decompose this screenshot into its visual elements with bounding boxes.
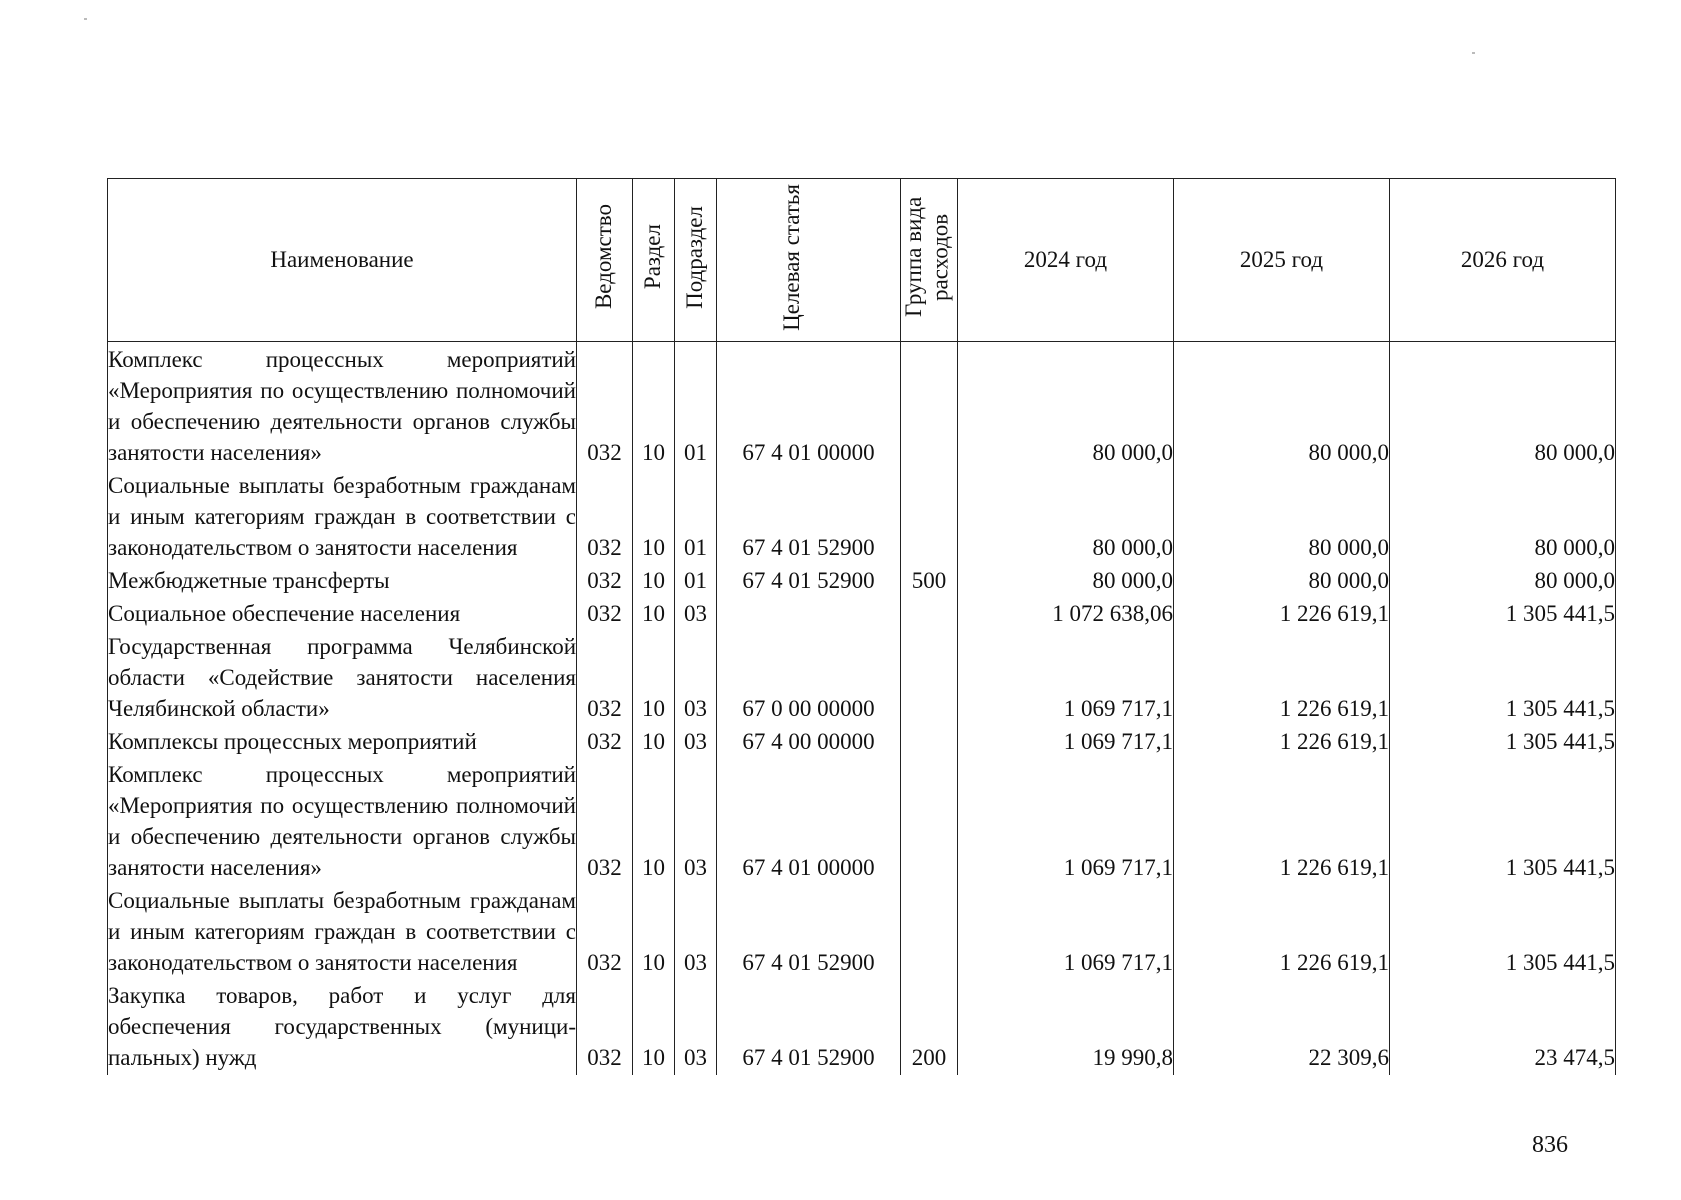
col-header-section (633, 179, 675, 342)
row-subsection: 01 (675, 342, 717, 471)
col-header-expense-group-label: Группа вида расходов (901, 196, 953, 318)
col-header-2024: 2024 год (958, 179, 1174, 342)
row-dept: 032 (577, 342, 633, 471)
row-group (901, 885, 958, 980)
col-header-target-article-label: Целевая статья (778, 183, 804, 331)
col-header-dept-label: Ведомство (591, 204, 617, 310)
row-subsection: 03 (675, 631, 717, 726)
row-2025: 22 309,6 (1174, 980, 1390, 1075)
row-2026: 80 000,0 (1390, 470, 1616, 565)
scan-speck (84, 18, 87, 20)
row-section: 10 (633, 631, 675, 726)
row-name: Межбюджетные трансферты (108, 565, 577, 598)
row-name: Социальное обеспечение населения (108, 598, 577, 631)
row-2024: 1 069 717,1 (958, 631, 1174, 726)
row-name: Комплекс процессных мероприятий «Мероприятия по осуществлению полномочий и обеспечению деятельности органов службы занятости населения» (108, 342, 577, 471)
row-2026: 1 305 441,5 (1390, 885, 1616, 980)
row-group (901, 598, 958, 631)
table-row (108, 759, 1616, 885)
row-target: 67 4 01 52900 (717, 885, 901, 980)
budget-table (107, 178, 1616, 1075)
col-header-dept (577, 179, 633, 342)
table-header-row (108, 179, 1616, 342)
row-subsection: 03 (675, 885, 717, 980)
row-target: 67 4 00 00000 (717, 726, 901, 759)
row-target: 67 4 01 52900 (717, 565, 901, 598)
row-name: Социальные выплаты безработным гражданам и иным категориям граждан в соответствии с законодательством о занятости населения (108, 470, 577, 565)
col-header-2026: 2026 год (1390, 179, 1616, 342)
row-2026: 23 474,5 (1390, 980, 1616, 1075)
row-2025: 80 000,0 (1174, 565, 1390, 598)
row-dept: 032 (577, 885, 633, 980)
row-group (901, 726, 958, 759)
row-section: 10 (633, 885, 675, 980)
col-header-subsection-label: Подраздел (682, 205, 708, 309)
row-section: 10 (633, 342, 675, 471)
table-row (108, 598, 1616, 631)
row-name: Комплексы процессных мероприятий (108, 726, 577, 759)
page-number: 836 (1532, 1132, 1568, 1158)
row-subsection: 03 (675, 726, 717, 759)
row-2025: 80 000,0 (1174, 470, 1390, 565)
row-dept: 032 (577, 980, 633, 1075)
row-section: 10 (633, 565, 675, 598)
row-2024: 19 990,8 (958, 980, 1174, 1075)
row-target: 67 0 00 00000 (717, 631, 901, 726)
row-group (901, 631, 958, 726)
row-section: 10 (633, 726, 675, 759)
table-row (108, 342, 1616, 471)
row-target: 67 4 01 52900 (717, 470, 901, 565)
row-2024: 1 069 717,1 (958, 726, 1174, 759)
row-2026: 1 305 441,5 (1390, 631, 1616, 726)
row-dept: 032 (577, 598, 633, 631)
row-2024: 80 000,0 (958, 470, 1174, 565)
row-name: Социальные выплаты безработным гражданам и иным категориям граждан в соответствии с законодательством о занятости населения (108, 885, 577, 980)
table-row (108, 565, 1616, 598)
row-2024: 1 069 717,1 (958, 885, 1174, 980)
row-dept: 032 (577, 759, 633, 885)
row-target: 67 4 01 00000 (717, 342, 901, 471)
row-2026: 80 000,0 (1390, 565, 1616, 598)
table-row (108, 980, 1616, 1075)
row-dept: 032 (577, 631, 633, 726)
row-section: 10 (633, 598, 675, 631)
row-2026: 80 000,0 (1390, 342, 1616, 471)
table-row (108, 885, 1616, 980)
row-2026: 1 305 441,5 (1390, 759, 1616, 885)
row-subsection: 03 (675, 598, 717, 631)
row-2025: 80 000,0 (1174, 342, 1390, 471)
row-2024: 1 072 638,06 (958, 598, 1174, 631)
row-2025: 1 226 619,1 (1174, 598, 1390, 631)
col-header-name: Наименование (108, 179, 577, 342)
row-subsection: 03 (675, 759, 717, 885)
row-2026: 1 305 441,5 (1390, 598, 1616, 631)
row-target: 67 4 01 00000 (717, 759, 901, 885)
row-section: 10 (633, 759, 675, 885)
row-2026: 1 305 441,5 (1390, 726, 1616, 759)
row-2024: 1 069 717,1 (958, 759, 1174, 885)
row-group: 200 (901, 980, 958, 1075)
row-subsection: 01 (675, 470, 717, 565)
row-dept: 032 (577, 565, 633, 598)
row-group (901, 759, 958, 885)
table-row (108, 631, 1616, 726)
row-section: 10 (633, 980, 675, 1075)
row-group: 500 (901, 565, 958, 598)
row-group (901, 470, 958, 565)
row-target (717, 598, 901, 631)
row-subsection: 03 (675, 980, 717, 1075)
table-row (108, 470, 1616, 565)
row-2025: 1 226 619,1 (1174, 759, 1390, 885)
row-2025: 1 226 619,1 (1174, 631, 1390, 726)
row-2024: 80 000,0 (958, 342, 1174, 471)
row-target: 67 4 01 52900 (717, 980, 901, 1075)
row-subsection: 01 (675, 565, 717, 598)
row-2024: 80 000,0 (958, 565, 1174, 598)
row-name: Государственная программа Челябинской области «Содействие занятости населения Челябинской области» (108, 631, 577, 726)
row-dept: 032 (577, 726, 633, 759)
scan-speck (1472, 52, 1475, 54)
row-section: 10 (633, 470, 675, 565)
col-header-subsection (675, 179, 717, 342)
row-2025: 1 226 619,1 (1174, 726, 1390, 759)
col-header-section-label: Раздел (640, 224, 666, 290)
row-group (901, 342, 958, 471)
col-header-2025: 2025 год (1174, 179, 1390, 342)
col-header-expense-group (901, 179, 958, 342)
row-name: Комплекс процессных мероприятий «Мероприятия по осуществлению полномочий и обеспечению деятельности органов службы занятости населения» (108, 759, 577, 885)
row-name: Закупка товаров, работ и услуг для обеспечения государственных (муниципальных) нужд (108, 980, 577, 1075)
row-dept: 032 (577, 470, 633, 565)
row-2025: 1 226 619,1 (1174, 885, 1390, 980)
table-row (108, 726, 1616, 759)
col-header-target-article (717, 179, 901, 342)
